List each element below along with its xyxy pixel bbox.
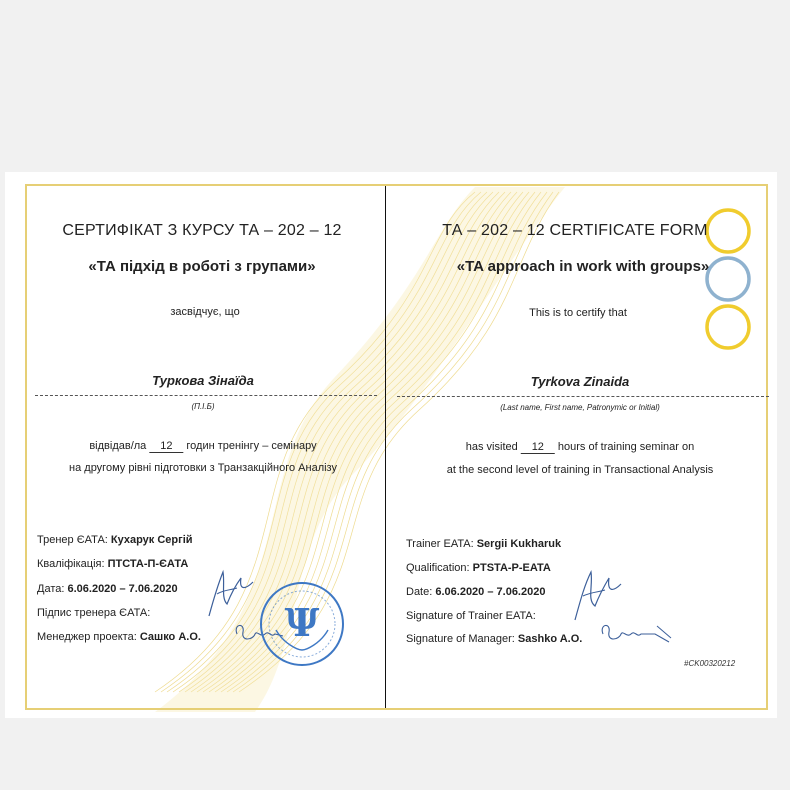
right-visited-post: hours of training seminar on xyxy=(557,441,695,453)
left-hours: 12 xyxy=(149,440,183,453)
left-course: «ТА підхід в роботі з групами» xyxy=(88,258,316,275)
right-date-label: Date: xyxy=(406,586,433,598)
right-date-value: 6.06.2020 – 7.06.2020 xyxy=(435,586,546,598)
left-recipient-name: Туркова Зінаїда xyxy=(152,373,254,388)
right-name-note: (Last name, First name, Patronymic or Initial) xyxy=(500,403,660,412)
svg-text:Ψ: Ψ xyxy=(284,600,320,645)
right-qual-row xyxy=(406,562,551,574)
left-level: на другому рівні підготовки з Транзакційного Аналізу xyxy=(69,462,337,474)
right-manager-row xyxy=(406,633,582,645)
left-trainer-value: Кухарук Сергій xyxy=(110,534,193,546)
right-manager-value: Sashko A.O. xyxy=(517,633,583,645)
left-date-value: 6.06.2020 – 7.06.2020 xyxy=(67,583,178,595)
right-title: ТА – 202 – 12 CERTIFICATE FORM xyxy=(442,222,708,239)
right-certifies: This is to certify that xyxy=(529,307,627,319)
right-course: «TA approach in work with groups» xyxy=(456,258,710,275)
right-level: at the second level of training in Transactional Analysis xyxy=(446,464,714,476)
left-certifies: засвідчує, що xyxy=(170,306,240,318)
left-qual-row xyxy=(37,558,188,570)
left-trainer-label: Тренер ЄАТА: xyxy=(37,534,108,546)
left-qual-label: Кваліфікація: xyxy=(37,558,105,570)
left-manager-label: Менеджер проекта: xyxy=(37,631,137,643)
left-sig-trainer-label: Підпис тренера ЄАТА: xyxy=(37,607,151,619)
left-title: СЕРТИФІКАТ З КУРСУ ТА – 202 – 12 xyxy=(62,222,342,239)
right-manager-label: Signature of Manager: xyxy=(406,633,515,645)
certificate xyxy=(5,172,777,718)
right-visited-pre: has visited xyxy=(465,441,518,453)
right-date-row xyxy=(406,586,545,598)
left-visited-pre: відвідав/ла xyxy=(89,440,147,452)
left-visited-post: годин тренінгу – семінару xyxy=(186,440,317,452)
center-divider xyxy=(385,186,386,708)
left-visited-line xyxy=(89,440,316,453)
left-trainer-row xyxy=(37,534,193,546)
psi-stamp xyxy=(258,580,346,668)
left-name-note: (П.І.Б) xyxy=(191,402,215,411)
left-qual-value: ПТСТА-П-ЄАТА xyxy=(107,558,189,570)
right-name-line xyxy=(397,396,769,397)
right-trainer-label: Trainer EATA: xyxy=(406,538,474,550)
right-hours: 12 xyxy=(521,441,555,454)
left-manager-value: Сашко А.О. xyxy=(139,631,201,643)
right-manager-signature xyxy=(597,618,675,650)
left-trainer-signature xyxy=(201,564,261,624)
right-qual-value: PTSTA-P-EATA xyxy=(472,562,551,574)
left-date-label: Дата: xyxy=(37,583,65,595)
right-qual-label: Qualification: xyxy=(406,562,470,574)
left-name-line xyxy=(35,395,377,396)
right-visited-line xyxy=(466,441,694,454)
left-date-row xyxy=(37,583,178,595)
right-trainer-value: Sergii Kukharuk xyxy=(476,538,562,550)
left-manager-row xyxy=(37,631,201,643)
certificate-code: #CK00320212 xyxy=(684,659,736,668)
right-sig-trainer-label: Signature of Trainer EATA: xyxy=(406,610,536,622)
right-trainer-row xyxy=(406,538,561,550)
right-recipient-name: Tyrkova Zinaida xyxy=(530,374,630,389)
